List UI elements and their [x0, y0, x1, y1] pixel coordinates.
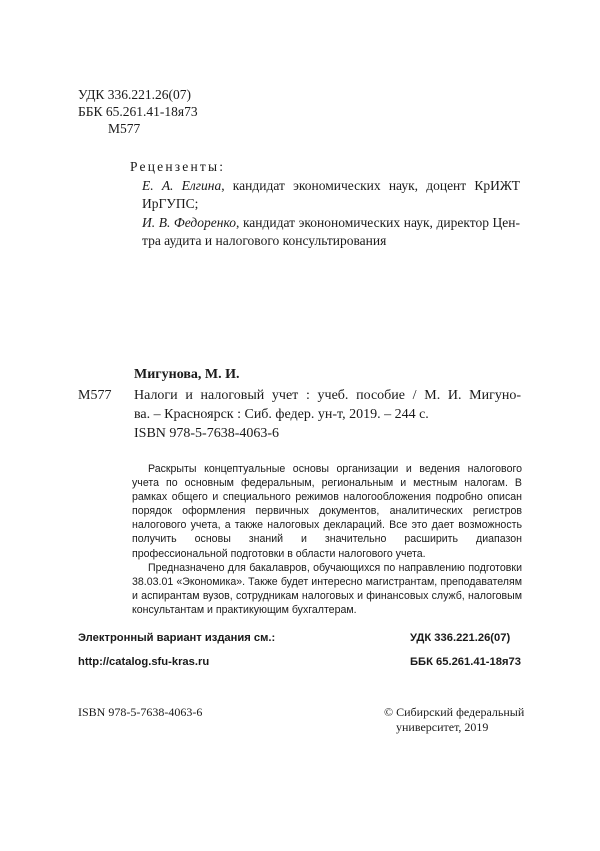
electronic-row-1 [78, 630, 522, 646]
electronic-row-2 [78, 654, 522, 670]
copyright-line-2: университет, 2019 [396, 719, 489, 734]
bib-title-line-1: Налоги и налоговый учет : учеб. пособие / М. И. Мигуно- [134, 388, 521, 403]
bib-title-line-2: ва. – Красноярск : Сиб. федер. ун-т, 2019. – 244 с. [134, 407, 429, 422]
annotation-paragraph-1: Раскрыты концептуальные основы организации и ведения налогового учета по основным федеральным, региональным и местным налогам. В рамках общего и специального режимов налогообложения подробно описан порядок оформления первичных документов, аналитических регистров налогового учета, а также налоговых деклараций. Все это дает возможность получить основы знаний и значительно расширить диапазон профессиональной подготовки в области налогового учета. [132, 463, 522, 560]
catalog-url-link[interactable]: http://catalog.sfu-kras.ru [78, 656, 210, 668]
bbk-code: ББК 65.261.41-18я73 [78, 104, 198, 119]
copyright-line-1: © Сибирский федеральный [384, 705, 525, 719]
udk-code: УДК 336.221.26(07) [78, 87, 192, 102]
electronic-version-block [78, 630, 522, 670]
reviewer-1-affiliation: ИрГУПС; [142, 196, 199, 211]
reviewer-1-name: Е. А. Елгина [142, 177, 222, 193]
bib-isbn: ISBN 978-5-7638-4063-6 [134, 426, 280, 441]
reviewer-2-details: , кандидат эконономических наук, директор Цен- [236, 214, 520, 230]
reviewer-2-name: И. В. Федоренко [142, 214, 236, 230]
reviewer-2-line [130, 214, 520, 233]
reviewer-2-affiliation: тра аудита и налогового консультирования [142, 233, 387, 248]
footer-isbn: ISBN 978-5-7638-4063-6 [78, 705, 203, 719]
reviewers-heading: Рецензенты: [130, 159, 226, 174]
author-mark: М577 [108, 121, 141, 136]
bibliographic-record [134, 386, 521, 443]
annotation-paragraph-2: Предназначено для бакалавров, обучающихся по направлению подготовки 38.03.01 «Экономика». Также будет интересно магистрантам, преподавателям и аспирантам вузов, сотрудникам налоговых и финансовых служб, налоговым консультантам и практикующим бухгалтерам. [132, 561, 522, 616]
reviewer-1-details: , кандидат экономических наук, доцент КрИЖТ [221, 177, 520, 193]
reviewers-block [130, 158, 520, 251]
classification-block [78, 86, 198, 137]
bib-mark: М577 [78, 388, 112, 403]
electronic-bbk: ББК 65.261.41-18я73 [410, 656, 521, 668]
electronic-label: Электронный вариант издания см.: [78, 632, 276, 644]
electronic-udk: УДК 336.221.26(07) [410, 632, 511, 644]
author-heading: Мигунова, М. И. [134, 367, 240, 382]
annotation [132, 462, 522, 617]
reviewer-1-line [130, 177, 520, 196]
footer-copyright [384, 705, 524, 734]
